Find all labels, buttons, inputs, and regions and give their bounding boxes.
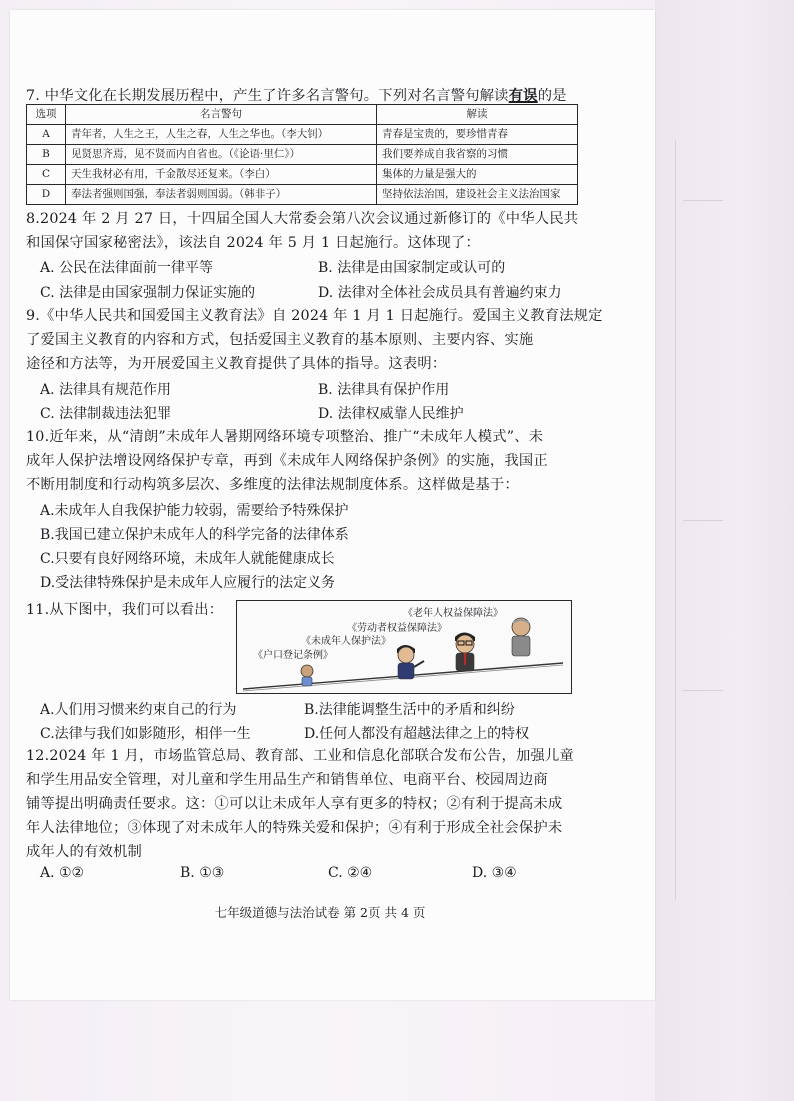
row-meaning: 坚持依法治国，建设社会主义法治国家 <box>377 185 578 205</box>
q8-option-d[interactable]: D. 法律对全体社会成员具有普遍约束力 <box>318 285 562 301</box>
row-option: A <box>27 125 66 145</box>
bleed-line <box>675 140 676 900</box>
q9-option-c[interactable]: C. 法律制裁违法犯罪 <box>40 406 172 422</box>
q7-table <box>26 104 578 205</box>
question-12-stem <box>26 744 574 864</box>
question-8-stem <box>26 207 579 255</box>
law-label-elderly: 《老年人权益保障法》 <box>403 608 503 619</box>
q11-option-b[interactable]: B.法律能调整生活中的矛盾和纠纷 <box>304 702 515 718</box>
q11-option-a[interactable]: A.人们用习惯来约束自己的行为 <box>40 702 237 718</box>
q12-line: 成年人的有效机制 <box>26 844 142 860</box>
table-header-row <box>27 105 578 125</box>
q10-option-c[interactable]: C.只要有良好网络环境，未成年人就能健康成长 <box>40 551 335 567</box>
row-option: D <box>27 185 66 205</box>
q12-option-d[interactable]: D. ③④ <box>472 865 517 881</box>
row-option: B <box>27 145 66 165</box>
q12-line: 铺等提出明确责任要求。这：①可以让未成年人享有更多的特权；②有利于提高未成 <box>26 796 563 812</box>
q12-option-b[interactable]: B. ①③ <box>180 865 225 881</box>
q8-line: 和国保守国家秘密法》，该法自 2024 年 5 月 1 日起施行。这体现了： <box>26 235 481 251</box>
q8-option-c[interactable]: C. 法律是由国家强制力保证实施的 <box>40 285 256 301</box>
q10-line: 不断用制度和行动构筑多层次、多维度的法律法规制度体系。这样做是基于： <box>26 477 519 493</box>
q7-stem-tail: 的是 <box>537 88 567 104</box>
header-option: 选项 <box>27 105 66 125</box>
q10-line: 成年人保护法增设网络保护专章，再到《未成年人网络保护条例》的实施，我国正 <box>26 453 548 469</box>
table-row <box>27 145 578 165</box>
q8-option-a[interactable]: A. 公民在法律面前一律平等 <box>40 260 214 276</box>
q9-option-a[interactable]: A. 法律具有规范作用 <box>40 382 172 398</box>
q10-line: 10.近年来，从“清朗”未成年人暑期网络环境专项整治、推广“未成年人模式”、未 <box>26 429 544 445</box>
q8-option-b[interactable]: B. 法律是由国家制定或认可的 <box>318 260 506 276</box>
child-figure <box>301 665 313 686</box>
header-meaning: 解读 <box>377 105 578 125</box>
row-meaning: 集体的力量是强大的 <box>377 165 578 185</box>
q11-option-c[interactable]: C.法律与我们如影随形，相伴一生 <box>40 726 251 742</box>
q8-line: 8.2024 年 2 月 27 日，十四届全国人大常委会第八次会议通过新修订的《中华人民共 <box>26 211 579 227</box>
q10-option-d[interactable]: D.受法律特殊保护是未成年人应履行的法定义务 <box>40 575 336 591</box>
q9-option-d[interactable]: D. 法律权威靠人民维护 <box>318 406 464 422</box>
bleed-line <box>683 200 723 201</box>
q12-line: 年人法律地位；③体现了对未成年人的特殊关爱和保护；④有利于形成全社会保护未 <box>26 820 563 836</box>
q12-option-c[interactable]: C. ②④ <box>328 865 373 881</box>
row-quote: 奉法者强则国强，奉法者弱则国弱。（韩非子） <box>66 185 377 205</box>
header-quote: 名言警句 <box>66 105 377 125</box>
elderly-figure <box>512 618 530 656</box>
q12-line: 和学生用品安全管理，对儿童和学生用品生产和销售单位、电商平台、校园周边商 <box>26 772 548 788</box>
table-row <box>27 185 578 205</box>
row-quote: 见贤思齐焉，见不贤而内自省也。（《论语·里仁》） <box>66 145 377 165</box>
table-row <box>27 165 578 185</box>
q10-option-b[interactable]: B.我国已建立保护未成年人的科学完备的法律体系 <box>40 527 349 543</box>
q12-option-a[interactable]: A. ①② <box>40 865 85 881</box>
q11-stem-text: 11.从下图中，我们可以看出： <box>26 602 224 618</box>
life-stage-law-figure <box>236 600 572 694</box>
q9-line: 9.《中华人民共和国爱国主义教育法》自 2024 年 1 月 1 日起施行。爱国主义教育法规定 <box>26 308 603 324</box>
law-label-minor: 《未成年人保护法》 <box>301 636 391 647</box>
law-label-household: 《户口登记条例》 <box>253 650 333 661</box>
row-meaning: 青春是宝贵的，要珍惜青春 <box>377 125 578 145</box>
q9-line: 途径和方法等，为开展爱国主义教育提供了具体的指导。这表明： <box>26 356 447 372</box>
row-quote: 青年者，人生之王，人生之春，人生之华也。（李大钊） <box>66 125 377 145</box>
q10-option-a[interactable]: A.未成年人自我保护能力较弱，需要给予特殊保护 <box>40 503 349 519</box>
bleed-line <box>683 690 723 691</box>
adult-figure <box>455 633 475 672</box>
law-label-labor: 《劳动者权益保障法》 <box>347 623 447 634</box>
adjacent-page-edge <box>655 0 794 1101</box>
q9-option-b[interactable]: B. 法律具有保护作用 <box>318 382 450 398</box>
question-10-stem <box>26 425 571 497</box>
table-row <box>27 125 578 145</box>
row-quote: 天生我材必有用，千金散尽还复来。（李白） <box>66 165 377 185</box>
q11-option-d[interactable]: D.任何人都没有超越法律之上的特权 <box>304 726 530 742</box>
bleed-line <box>683 520 723 521</box>
row-option: C <box>27 165 66 185</box>
row-meaning: 我们要养成自我省察的习惯 <box>377 145 578 165</box>
q7-stem-text: 7. 中华文化在长期发展历程中，产生了许多名言警句。下列对名言警句解读 <box>26 88 509 104</box>
youth-figure <box>397 645 424 679</box>
q12-line: 12.2024 年 1 月，市场监管总局、教育部、工业和信息化部联合发布公告，加强儿童 <box>26 748 574 764</box>
page-footer: 七年级道德与法治试卷 第 2页 共 4 页 <box>214 905 426 920</box>
question-9-stem <box>26 304 603 376</box>
q9-line: 了爱国主义教育的内容和方式，包括爱国主义教育的基本原则、主要内容、实施 <box>26 332 534 348</box>
q7-emphasis: 有误 <box>508 88 538 104</box>
